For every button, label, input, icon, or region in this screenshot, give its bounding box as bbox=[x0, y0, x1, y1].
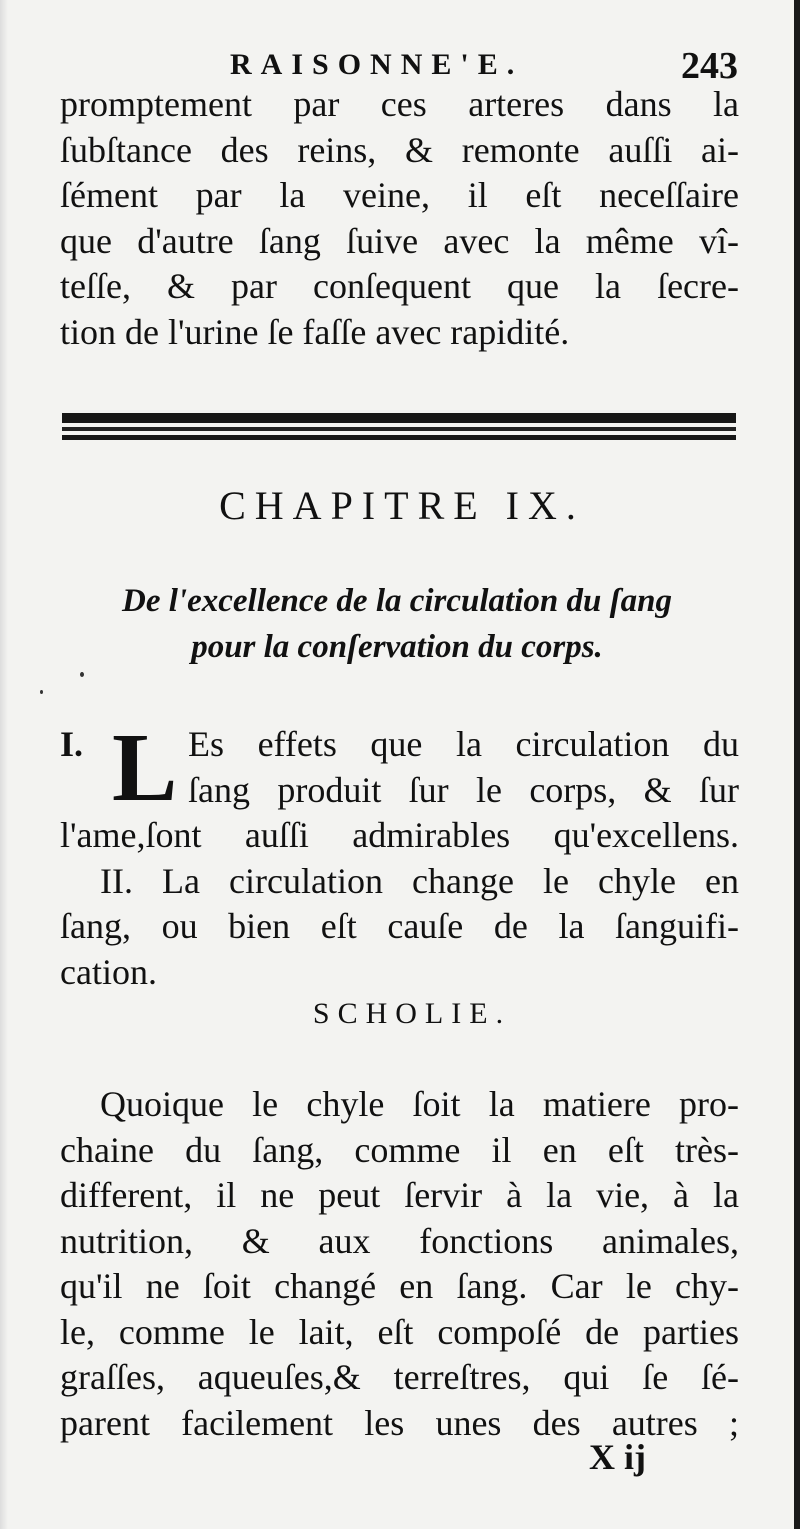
rule-bottom-line bbox=[62, 435, 736, 440]
chapter-divider-rule bbox=[62, 413, 736, 441]
rule-thick-line bbox=[62, 413, 736, 423]
running-head: RAISONNE'E. bbox=[230, 48, 524, 81]
scholie-paragraph bbox=[60, 1082, 739, 1446]
text-line: ſang produit ſur le corps, & ſur bbox=[188, 769, 739, 810]
text-line: teſſe, & par conſequent que la ſecre- bbox=[60, 266, 739, 306]
text-line: le, comme le lait, eſt compoſé de parties bbox=[60, 1311, 739, 1352]
text-line: nutrition, & aux fonctions animales, bbox=[60, 1220, 739, 1261]
text-line: qu'il ne ſoit changé en ſang. Car le chy- bbox=[60, 1266, 739, 1306]
drop-cap-row bbox=[60, 714, 739, 822]
text-line: graſſes, aqueuſes,& terreſtres, qui ſe ſé- bbox=[60, 1357, 739, 1397]
drop-cap-letter: L bbox=[112, 714, 178, 822]
text-line: tion de l'urine ſe faſſe avec rapidité. bbox=[60, 311, 570, 352]
text-line: ſément par la veine, il eſt neceſſaire bbox=[60, 175, 739, 215]
continued-paragraph bbox=[60, 82, 739, 355]
subtitle-line: pour la conſervation du corps. bbox=[191, 629, 603, 665]
chapter-title: CHAPITRE IX. bbox=[219, 483, 585, 528]
ink-speck bbox=[80, 672, 84, 677]
text-line: l'ame,ſont auſſi admirables qu'excellens. bbox=[60, 815, 739, 855]
text-line: chaine du ſang, comme il en eſt très- bbox=[60, 1129, 739, 1170]
text-line: ſang, ou bien eſt cauſe de la ſanguifi- bbox=[60, 906, 739, 946]
rule-thin-line bbox=[62, 427, 736, 431]
text-line: Es effets que la circulation du bbox=[188, 724, 739, 764]
text-line: promptement par ces arteres dans la bbox=[60, 84, 739, 124]
article-one bbox=[60, 714, 739, 995]
page-number: 243 bbox=[681, 45, 738, 87]
subtitle-line: De l'excellence de la circulation du ſang bbox=[122, 583, 672, 619]
page-edge bbox=[0, 0, 8, 1529]
ink-speck bbox=[40, 690, 43, 694]
text-line: parent facilement les unes des autres ; bbox=[60, 1402, 739, 1443]
text-line: II. La circulation change le chyle en bbox=[100, 860, 739, 901]
scholie-heading: SCHOLIE. bbox=[312, 997, 512, 1030]
text-line: Quoique le chyle ſoit la matiere pro- bbox=[100, 1084, 739, 1124]
text-line: ſubſtance des reins, & remonte auſſi ai- bbox=[60, 129, 739, 170]
chapter-subtitle bbox=[60, 578, 734, 670]
signature-mark: X ij bbox=[589, 1437, 646, 1477]
article-number: I. bbox=[60, 724, 84, 764]
text-line: cation. bbox=[60, 951, 157, 992]
text-line: different, il ne peut ſervir à la vie, à la bbox=[60, 1175, 739, 1215]
text-line: que d'autre ſang ſuive avec la même vî- bbox=[60, 220, 739, 261]
